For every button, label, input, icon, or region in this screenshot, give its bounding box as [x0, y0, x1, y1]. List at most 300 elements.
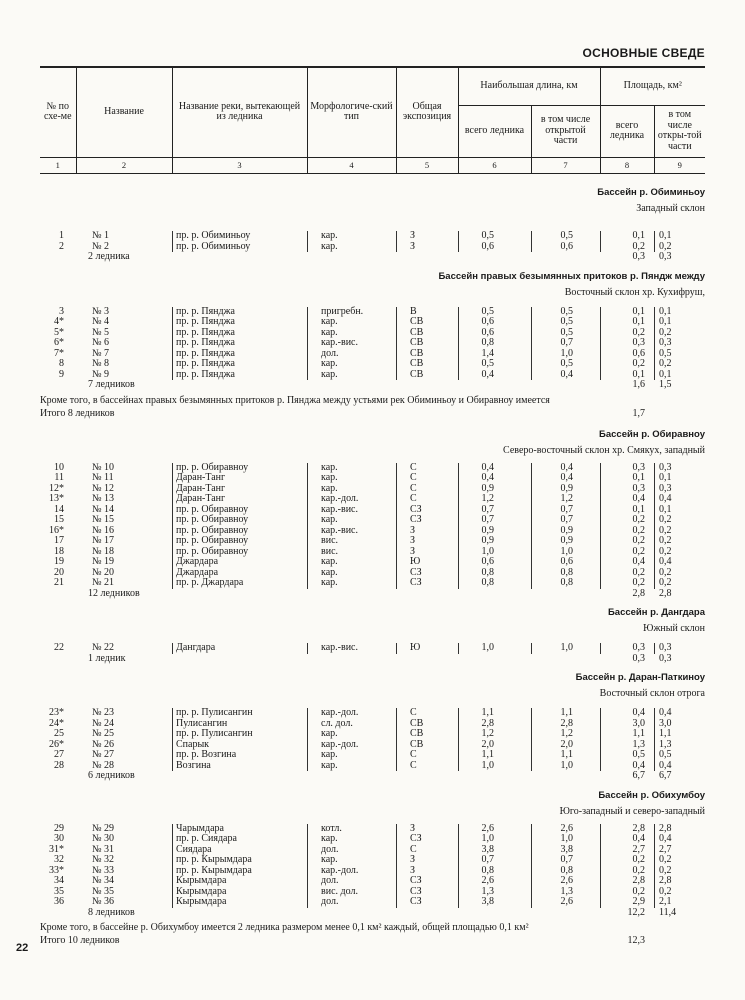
- length-open: 1,2: [560, 493, 573, 504]
- header-area-open: в том числе откры-той части: [654, 105, 705, 157]
- row-number: 19: [54, 556, 64, 567]
- morph-type: кар.: [321, 316, 338, 327]
- area-total: 0,4: [632, 759, 645, 771]
- column-rule: [307, 643, 308, 654]
- glacier-name: № 11: [92, 472, 114, 483]
- area-open: 0,4: [659, 556, 672, 567]
- column-rule: [600, 231, 601, 252]
- area-total: 0,2: [632, 566, 645, 578]
- glacier-name: № 32: [92, 854, 115, 865]
- row-number: 1: [59, 230, 64, 241]
- area-open: 2,8: [659, 822, 672, 834]
- row-number: 10: [54, 461, 64, 473]
- length-open: 1,2: [560, 728, 573, 739]
- row-number: 16*: [49, 524, 64, 536]
- exposure: З: [410, 240, 416, 252]
- slope-heading: Южный склон: [643, 623, 705, 634]
- col-number-4: 4: [307, 157, 396, 173]
- table-row: [40, 547, 705, 558]
- area-open: 1,3: [659, 738, 672, 750]
- river-name: Джардара: [176, 556, 219, 567]
- table-row: [40, 557, 705, 568]
- river-name: пр. р. Пулисангин: [176, 707, 253, 718]
- basin-heading: Бассейн р. Дангдара: [607, 607, 705, 618]
- section-note: Кроме того, в бассейне р. Обихумбоу имеется 2 ледника размером менее 0,1 км² каждый, общей площадью 0,1 км²: [40, 922, 529, 933]
- morph-type: кар.: [321, 854, 338, 865]
- river-name: Даран-Танг: [176, 472, 226, 483]
- glacier-name: № 15: [92, 514, 115, 525]
- row-number: 25: [54, 728, 64, 739]
- row-number: 20: [54, 566, 64, 578]
- exposure: СЗ: [410, 503, 422, 515]
- exposure: С: [410, 749, 417, 760]
- exposure: В: [410, 305, 417, 317]
- row-number: 18: [54, 545, 64, 557]
- table-row: [40, 897, 705, 908]
- header-area-total: всего ледника: [600, 105, 654, 157]
- area-open: 0,2: [659, 524, 672, 536]
- table-row: [40, 887, 705, 898]
- glacier-name: № 31: [92, 843, 115, 855]
- morph-type: кар.-вис.: [321, 524, 358, 536]
- row-group: [40, 824, 705, 919]
- subtotal-area-open: 2,8: [659, 587, 672, 599]
- area-open: 0,3: [659, 642, 672, 653]
- morph-type: кар.: [321, 358, 338, 369]
- row-number: 3: [59, 305, 64, 317]
- length-total: 2,8: [481, 717, 494, 729]
- subtotal-area: 6,7: [632, 770, 645, 781]
- row-number: 23*: [49, 707, 64, 718]
- area-total: 0,4: [632, 707, 645, 718]
- length-total: 0,8: [481, 566, 494, 578]
- column-rule: [396, 708, 397, 771]
- subtotal-area: 2,8: [632, 587, 645, 599]
- row-number: 2: [59, 240, 64, 252]
- morph-type: котл.: [321, 822, 342, 834]
- subtotal-area-open: 11,4: [659, 906, 677, 918]
- subtotal-row: [40, 654, 705, 665]
- row-group: [40, 643, 705, 664]
- river-name: пр. р. Обиминьоу: [176, 240, 251, 252]
- column-rule: [307, 824, 308, 908]
- area-total: 0,3: [632, 482, 645, 494]
- column-rule: [396, 231, 397, 252]
- morph-type: кар.: [321, 368, 338, 380]
- exposure: З: [410, 854, 416, 865]
- length-total: 0,5: [481, 358, 494, 369]
- glacier-name: № 7: [92, 347, 110, 359]
- glacier-name: № 10: [92, 461, 115, 473]
- river-name: Пулисангин: [176, 717, 228, 729]
- table-row: [40, 515, 705, 526]
- glacier-name: № 19: [92, 556, 115, 567]
- header-exposure: Общая экспозиция: [396, 67, 458, 157]
- table-row: [40, 231, 705, 242]
- row-number: 31*: [49, 843, 64, 855]
- morph-type: дол.: [321, 347, 339, 359]
- glacier-name: № 20: [92, 566, 115, 578]
- row-number: 5*: [54, 326, 64, 338]
- length-total: 0,6: [481, 556, 494, 567]
- column-rule: [654, 231, 655, 252]
- subtotal-area-open: 6,7: [659, 770, 672, 781]
- area-total: 0,3: [632, 461, 645, 473]
- length-open: 0,8: [560, 566, 573, 578]
- area-open: 0,4: [659, 707, 672, 718]
- row-number: 4*: [54, 316, 64, 327]
- length-total: 0,9: [481, 524, 494, 536]
- area-total: 2,8: [632, 822, 645, 834]
- river-name: Даран-Танг: [176, 493, 226, 504]
- glacier-name: № 3: [92, 305, 110, 317]
- river-name: Даран-Танг: [176, 482, 226, 494]
- subtotal-row: [40, 908, 705, 919]
- length-total: 1,2: [481, 728, 494, 739]
- exposure: З: [410, 864, 416, 876]
- row-number: 35: [54, 885, 64, 897]
- morph-type: кар.-дол.: [321, 738, 359, 750]
- column-rule: [307, 708, 308, 771]
- table-row: [40, 750, 705, 761]
- area-open: 0,1: [659, 316, 672, 327]
- table-row: [40, 359, 705, 370]
- row-number: 7*: [54, 347, 64, 359]
- basin-heading: Бассейн р. Обиминьоу: [597, 187, 705, 198]
- length-total: 2,0: [481, 738, 494, 750]
- morph-type: кар.: [321, 514, 338, 525]
- column-rule: [531, 643, 532, 654]
- header-length-total: всего ледника: [458, 105, 531, 157]
- exposure: С: [410, 493, 417, 504]
- exposure: СЗ: [410, 896, 422, 907]
- length-total: 0,4: [481, 461, 494, 473]
- exposure: СВ: [410, 316, 424, 327]
- river-name: пр. р. Обиравноу: [176, 535, 249, 546]
- area-total: 0,2: [632, 524, 645, 536]
- area-total: 0,2: [632, 545, 645, 557]
- glacier-name: № 9: [92, 368, 110, 380]
- total-row: [40, 407, 705, 421]
- river-name: пр. р. Джардара: [176, 577, 244, 588]
- row-number: 17: [54, 535, 64, 546]
- subtotal-area-open: 0,3: [659, 251, 672, 262]
- area-open: 0,1: [659, 230, 672, 241]
- area-open: 0,4: [659, 493, 672, 504]
- length-total: 1,0: [481, 545, 494, 557]
- column-rule: [396, 307, 397, 381]
- area-open: 0,3: [659, 461, 672, 473]
- area-total: 0,2: [632, 358, 645, 369]
- header-length-open: в том числе открытой части: [531, 105, 600, 157]
- table-row: [40, 866, 705, 877]
- area-open: 2,7: [659, 843, 672, 855]
- length-open: 1,0: [560, 545, 573, 557]
- area-total: 0,5: [632, 749, 645, 760]
- table-row: [40, 307, 705, 318]
- area-open: 0,1: [659, 368, 672, 380]
- column-rule: [654, 463, 655, 589]
- column-rule: [531, 307, 532, 381]
- length-open: 2,8: [560, 717, 573, 729]
- basin-heading: Бассейн правых безымянных притоков р. Пяндж между: [438, 270, 705, 282]
- river-name: Кырымдара: [176, 896, 227, 907]
- area-open: 0,4: [659, 833, 672, 844]
- morph-type: пригребн.: [321, 305, 364, 317]
- subtotal-label: 7 ледников: [88, 379, 135, 390]
- row-number: 12*: [49, 482, 64, 494]
- area-open: 0,3: [659, 482, 672, 494]
- river-name: пр. р. Возгина: [176, 749, 237, 760]
- exposure: С: [410, 461, 417, 473]
- row-number: 30: [54, 833, 64, 844]
- column-rule: [307, 463, 308, 589]
- morph-type: кар.-вис.: [321, 337, 358, 348]
- glacier-name: № 14: [92, 503, 115, 515]
- length-open: 1,0: [560, 347, 573, 359]
- length-total: 2,6: [481, 822, 494, 834]
- area-total: 0,6: [632, 347, 645, 359]
- table-row: [40, 568, 705, 579]
- area-open: 0,2: [659, 358, 672, 369]
- morph-type: кар.: [321, 759, 338, 771]
- table-row: [40, 242, 705, 253]
- length-open: 0,8: [560, 864, 573, 876]
- area-total: 0,2: [632, 326, 645, 338]
- glacier-name: № 16: [92, 524, 115, 536]
- exposure: Ю: [410, 556, 421, 567]
- row-number: 22: [54, 642, 64, 653]
- length-total: 0,9: [481, 482, 494, 494]
- river-name: пр. р. Пянджа: [176, 347, 235, 359]
- column-rule: [172, 824, 173, 908]
- area-open: 1,1: [659, 728, 672, 739]
- table-row: [40, 494, 705, 505]
- glacier-name: № 12: [92, 482, 115, 494]
- length-open: 0,9: [560, 524, 573, 536]
- length-total: 0,6: [481, 326, 494, 338]
- length-total: 0,8: [481, 577, 494, 588]
- length-open: 2,6: [560, 875, 573, 886]
- column-rule: [458, 307, 459, 381]
- exposure: Ю: [410, 642, 421, 653]
- length-total: 3,8: [481, 896, 494, 907]
- morph-type: вис. дол.: [321, 885, 358, 897]
- subtotal-row: [40, 380, 705, 391]
- column-rule: [531, 708, 532, 771]
- exposure: СЗ: [410, 566, 422, 578]
- subtotal-row: [40, 252, 705, 263]
- length-total: 0,5: [481, 230, 494, 241]
- column-rule: [396, 463, 397, 589]
- slope-heading: Восточный склон отрога: [599, 688, 705, 699]
- subtotal-row: [40, 771, 705, 782]
- total-label: Итого 10 ледников: [40, 935, 120, 946]
- area-total: 0,2: [632, 240, 645, 252]
- length-open: 0,5: [560, 358, 573, 369]
- row-group: [40, 307, 705, 391]
- morph-type: кар.: [321, 728, 338, 739]
- area-total: 3,0: [632, 717, 645, 729]
- table-row: [40, 505, 705, 516]
- column-rule: [396, 643, 397, 654]
- column-rule: [396, 824, 397, 908]
- page-number: 22: [16, 942, 29, 954]
- column-rule: [600, 463, 601, 589]
- column-rule: [458, 463, 459, 589]
- column-rule: [531, 824, 532, 908]
- total-label: Итого 8 ледников: [40, 407, 115, 419]
- slope-heading: Западный склон: [636, 203, 705, 214]
- length-open: 0,7: [560, 337, 573, 348]
- length-open: 0,4: [560, 461, 573, 473]
- river-name: Спарык: [176, 738, 210, 750]
- column-rule: [654, 307, 655, 381]
- area-open: 0,3: [659, 337, 672, 348]
- river-name: Чарымдара: [176, 822, 224, 834]
- table-row: [40, 845, 705, 856]
- subtotal-label: 1 ледник: [88, 652, 126, 664]
- table-row: [40, 328, 705, 339]
- table-row: [40, 536, 705, 547]
- length-open: 2,0: [560, 738, 573, 750]
- table-row: [40, 824, 705, 835]
- column-rule: [172, 463, 173, 589]
- column-rule: [458, 231, 459, 252]
- length-open: 0,5: [560, 316, 573, 327]
- row-number: 21: [54, 577, 64, 588]
- morph-type: сл. дол.: [321, 717, 353, 729]
- slope-heading: Северо-восточный склон хр. Смякух, западный: [503, 444, 705, 456]
- exposure: З: [410, 545, 416, 557]
- total-area: 1,7: [632, 407, 645, 419]
- exposure: З: [410, 524, 416, 536]
- area-total: 0,1: [632, 230, 645, 241]
- column-rule: [654, 708, 655, 771]
- glacier-name: № 28: [92, 759, 115, 771]
- length-total: 1,3: [481, 885, 494, 897]
- glacier-name: № 26: [92, 738, 115, 750]
- morph-type: дол.: [321, 875, 339, 886]
- morph-type: кар.-дол.: [321, 493, 359, 504]
- river-name: пр. р. Обиравноу: [176, 524, 249, 536]
- row-number: 32: [54, 854, 64, 865]
- area-open: 0,2: [659, 577, 672, 588]
- exposure: СЗ: [410, 577, 422, 588]
- river-name: пр. р. Кырымдара: [176, 864, 252, 876]
- glacier-name: № 34: [92, 875, 115, 886]
- river-name: пр. р. Пянджа: [176, 305, 235, 317]
- length-total: 0,6: [481, 316, 494, 327]
- length-total: 1,2: [481, 493, 494, 504]
- subtotal-area-open: 0,3: [659, 652, 672, 664]
- area-open: 3,0: [659, 717, 672, 729]
- area-total: 0,1: [632, 368, 645, 380]
- glacier-name: № 33: [92, 864, 115, 876]
- table-row: [40, 643, 705, 654]
- length-total: 1,1: [481, 707, 494, 718]
- col-number-3: 3: [172, 157, 307, 173]
- river-name: Возгина: [176, 759, 211, 771]
- area-total: 0,4: [632, 833, 645, 844]
- exposure: З: [410, 535, 416, 546]
- river-name: пр. р. Обиравноу: [176, 514, 249, 525]
- subtotal-area: 0,3: [632, 251, 645, 262]
- total-area: 12,3: [627, 935, 645, 946]
- length-open: 1,3: [560, 885, 573, 897]
- column-rule: [172, 708, 173, 771]
- slope-heading: Восточный склон хр. Кухифруш,: [564, 286, 705, 298]
- length-open: 0,4: [560, 472, 573, 483]
- area-total: 0,4: [632, 493, 645, 504]
- morph-type: кар.: [321, 326, 338, 338]
- col-number-7: 7: [531, 157, 600, 173]
- morph-type: кар.: [321, 577, 338, 588]
- area-total: 2,9: [632, 896, 645, 907]
- morph-type: кар.: [321, 749, 338, 760]
- header-length-group: Наибольшая длина, км: [458, 67, 600, 105]
- header-number: № по схе-ме: [40, 67, 76, 157]
- length-open: 1,1: [560, 707, 573, 718]
- exposure: СВ: [410, 347, 424, 359]
- table-row: [40, 370, 705, 381]
- exposure: СВ: [410, 368, 424, 380]
- header-area-group: Площадь, км²: [600, 67, 705, 105]
- area-open: 0,1: [659, 503, 672, 515]
- length-open: 0,5: [560, 230, 573, 241]
- glacier-name: № 22: [92, 642, 115, 653]
- exposure: С: [410, 843, 417, 855]
- row-group: [40, 708, 705, 782]
- length-open: 0,6: [560, 240, 573, 252]
- column-rule: [172, 231, 173, 252]
- table-row: [40, 349, 705, 360]
- length-open: 0,6: [560, 556, 573, 567]
- table-row: [40, 526, 705, 537]
- row-number: 13*: [49, 493, 64, 504]
- length-total: 1,1: [481, 749, 494, 760]
- morph-type: дол.: [321, 896, 339, 907]
- morph-type: кар.: [321, 556, 338, 567]
- area-total: 0,1: [632, 472, 645, 483]
- length-open: 0,8: [560, 577, 573, 588]
- row-number: 6*: [54, 337, 64, 348]
- glacier-name: № 2: [92, 240, 110, 252]
- area-open: 0,2: [659, 854, 672, 865]
- exposure: С: [410, 759, 417, 771]
- col-number-2: 2: [76, 157, 172, 173]
- table-row: [40, 855, 705, 866]
- area-total: 2,7: [632, 843, 645, 855]
- area-open: 0,5: [659, 749, 672, 760]
- area-open: 2,1: [659, 896, 672, 907]
- table-row: [40, 729, 705, 740]
- header-morph-type: Морфологиче-ский тип: [307, 67, 396, 157]
- length-open: 1,1: [560, 749, 573, 760]
- river-name: пр. р. Обиравноу: [176, 461, 249, 473]
- river-name: пр. р. Пянджа: [176, 326, 235, 338]
- exposure: СВ: [410, 717, 424, 729]
- length-open: 0,9: [560, 482, 573, 494]
- glacier-name: № 6: [92, 337, 110, 348]
- area-open: 0,1: [659, 305, 672, 317]
- basin-heading: Бассейн р. Даран-Паткиноу: [575, 672, 705, 683]
- column-rule: [307, 307, 308, 381]
- section-spacer: [40, 217, 705, 231]
- river-name: Кырымдара: [176, 885, 227, 897]
- glacier-name: № 13: [92, 493, 115, 504]
- subtotal-label: 6 ледников: [88, 770, 135, 781]
